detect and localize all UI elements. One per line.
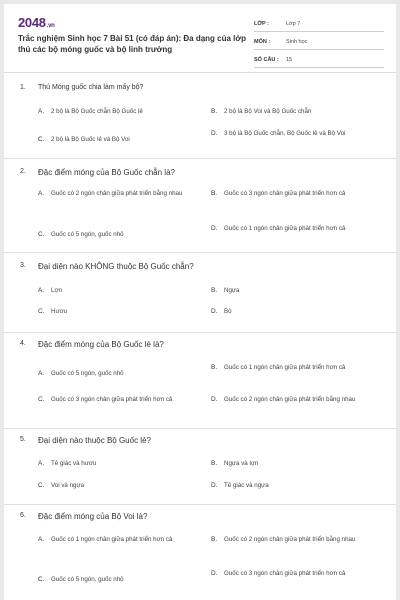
option-text: Guốc có 5 ngón, guốc nhỏ bbox=[51, 576, 124, 583]
option-letter: C. bbox=[38, 231, 45, 238]
option-text: Guốc có 2 ngón chân giữa phát triển bằng nhau bbox=[224, 536, 356, 543]
option-text: Tê giác và ngựa bbox=[224, 482, 269, 489]
question-separator bbox=[4, 504, 396, 505]
option-b[interactable] bbox=[211, 285, 377, 296]
option-letter: C. bbox=[38, 396, 45, 403]
option-text: Ngựa bbox=[224, 287, 240, 294]
option-letter: D. bbox=[211, 308, 218, 315]
question-heading bbox=[20, 262, 194, 271]
option-letter: B. bbox=[211, 108, 218, 115]
question-text: Đặc điểm móng của Bộ Guốc lẻ là? bbox=[38, 340, 164, 349]
option-text: 2 bộ là Bộ Voi và Bộ Guốc chẵn bbox=[224, 108, 312, 115]
option-text: Guốc có 5 ngón, guốc nhỏ bbox=[51, 231, 124, 238]
question-separator bbox=[4, 428, 396, 429]
info-row-count bbox=[254, 52, 384, 68]
option-text: Lợn bbox=[51, 287, 62, 294]
option-c[interactable] bbox=[38, 306, 204, 317]
site-logo[interactable] bbox=[18, 15, 55, 30]
info-row-subject bbox=[254, 34, 384, 50]
option-text: Guốc có 1 ngón chân giữa phát triển hơn cả bbox=[224, 364, 346, 371]
option-text: 2 bộ là Bộ Guốc lẻ và Bộ Voi bbox=[51, 136, 130, 143]
option-letter: D. bbox=[211, 570, 218, 577]
page-header bbox=[4, 4, 396, 72]
option-c[interactable] bbox=[38, 134, 204, 145]
question-heading bbox=[20, 168, 175, 177]
question-number: 6. bbox=[20, 512, 26, 519]
option-letter: B. bbox=[211, 364, 218, 371]
option-text: Guốc có 1 ngón chân giữa phát triển hơn cả bbox=[224, 225, 346, 232]
option-letter: D. bbox=[211, 225, 218, 232]
option-text: Guốc có 2 ngón chân giữa phát triển bằng nhau bbox=[51, 190, 183, 197]
option-b[interactable] bbox=[211, 534, 377, 545]
question-heading bbox=[20, 84, 143, 91]
logo-suffix: .vn bbox=[46, 23, 55, 29]
option-c[interactable] bbox=[38, 574, 204, 585]
question-number: 3. bbox=[20, 262, 26, 269]
option-letter: A. bbox=[38, 536, 45, 543]
option-c[interactable] bbox=[38, 480, 204, 491]
info-label: MÔN : bbox=[254, 38, 271, 45]
option-text: Bò bbox=[224, 308, 232, 315]
question-heading bbox=[20, 436, 151, 445]
question-text: Đặc điểm móng của Bộ Voi là? bbox=[38, 512, 148, 521]
option-c[interactable] bbox=[38, 394, 204, 405]
option-letter: A. bbox=[38, 370, 45, 377]
option-letter: B. bbox=[211, 460, 218, 467]
option-letter: D. bbox=[211, 130, 218, 137]
info-value: 15 bbox=[286, 56, 293, 63]
question-text: Đại diện nào KHÔNG thuộc Bộ Guốc chẵn? bbox=[38, 262, 194, 271]
question-text: Đặc điểm móng của Bộ Guốc chẵn là? bbox=[38, 168, 175, 177]
option-text: Guốc có 3 ngón chân giữa phát triển hơn cả bbox=[224, 190, 346, 197]
option-a[interactable] bbox=[38, 106, 204, 117]
question-heading bbox=[20, 340, 164, 349]
info-row-class bbox=[254, 16, 384, 32]
option-d[interactable] bbox=[211, 480, 377, 491]
option-text: Ngựa và lợn bbox=[224, 460, 259, 467]
question-separator bbox=[4, 252, 396, 253]
option-text: Tê giác và hươu bbox=[51, 460, 97, 467]
option-d[interactable] bbox=[211, 223, 377, 234]
option-d[interactable] bbox=[211, 306, 377, 317]
option-a[interactable] bbox=[38, 188, 204, 199]
option-letter: C. bbox=[38, 136, 45, 143]
option-a[interactable] bbox=[38, 368, 204, 379]
option-c[interactable] bbox=[38, 229, 204, 240]
option-a[interactable] bbox=[38, 534, 204, 545]
question-number: 5. bbox=[20, 436, 26, 443]
option-b[interactable] bbox=[211, 362, 377, 373]
option-d[interactable] bbox=[211, 128, 377, 139]
option-letter: A. bbox=[38, 287, 45, 294]
logo-text: 2048 bbox=[18, 15, 46, 30]
option-a[interactable] bbox=[38, 285, 204, 296]
info-label: LỚP : bbox=[254, 20, 269, 27]
question-text: Thú Móng guốc chia làm mấy bộ? bbox=[38, 84, 144, 91]
option-d[interactable] bbox=[211, 568, 377, 579]
option-b[interactable] bbox=[211, 106, 377, 117]
option-letter: A. bbox=[38, 108, 45, 115]
page-title: Trắc nghiệm Sinh học 7 Bài 51 (có đáp án): Đa dạng của lớp thú các bộ móng guốc và bộ linh trưởng bbox=[18, 34, 246, 54]
question-separator bbox=[4, 332, 396, 333]
option-text: Voi và ngựa bbox=[51, 482, 85, 489]
question-number: 4. bbox=[20, 340, 26, 347]
info-label: SỐ CÂU : bbox=[254, 56, 279, 63]
option-text: Guốc có 2 ngón chân giữa phát triển bằng nhau bbox=[224, 396, 356, 403]
question-text: Đại diện nào thuộc Bộ Guốc lẻ? bbox=[38, 436, 151, 445]
info-box bbox=[254, 16, 384, 70]
option-text: Guốc có 3 ngón chân giữa phát triển hơn cả bbox=[51, 396, 173, 403]
question-number: 2. bbox=[20, 168, 26, 175]
option-b[interactable] bbox=[211, 188, 377, 199]
info-value: Lớp 7 bbox=[286, 20, 301, 27]
header-divider bbox=[4, 72, 396, 73]
option-text: Hươu bbox=[51, 308, 68, 315]
option-letter: D. bbox=[211, 396, 218, 403]
option-b[interactable] bbox=[211, 458, 377, 469]
option-letter: B. bbox=[211, 287, 218, 294]
worksheet-page bbox=[4, 4, 396, 600]
option-text: Guốc có 1 ngón chân giữa phát triển hơn cả bbox=[51, 536, 173, 543]
option-d[interactable] bbox=[211, 394, 377, 405]
option-letter: A. bbox=[38, 190, 45, 197]
question-heading bbox=[20, 512, 147, 521]
question-separator bbox=[4, 158, 396, 159]
option-letter: A. bbox=[38, 460, 45, 467]
option-letter: D. bbox=[211, 482, 218, 489]
info-value: Sinh học bbox=[286, 38, 308, 45]
option-letter: B. bbox=[211, 536, 218, 543]
question-number: 1. bbox=[20, 84, 26, 91]
option-letter: B. bbox=[211, 190, 218, 197]
option-text: Guốc có 3 ngón chân giữa phát triển hơn cả bbox=[224, 570, 346, 577]
option-letter: C. bbox=[38, 482, 45, 489]
option-letter: C. bbox=[38, 308, 45, 315]
option-a[interactable] bbox=[38, 458, 204, 469]
option-text: 3 bộ là Bộ Guốc chẵn, Bộ Guốc lẻ và Bộ Voi bbox=[224, 130, 346, 137]
option-text: 2 bộ là Bộ Guốc chẵn Bộ Guốc lẻ bbox=[51, 108, 143, 115]
option-text: Guốc có 5 ngón, guốc nhỏ bbox=[51, 370, 124, 377]
option-letter: C. bbox=[38, 576, 45, 583]
